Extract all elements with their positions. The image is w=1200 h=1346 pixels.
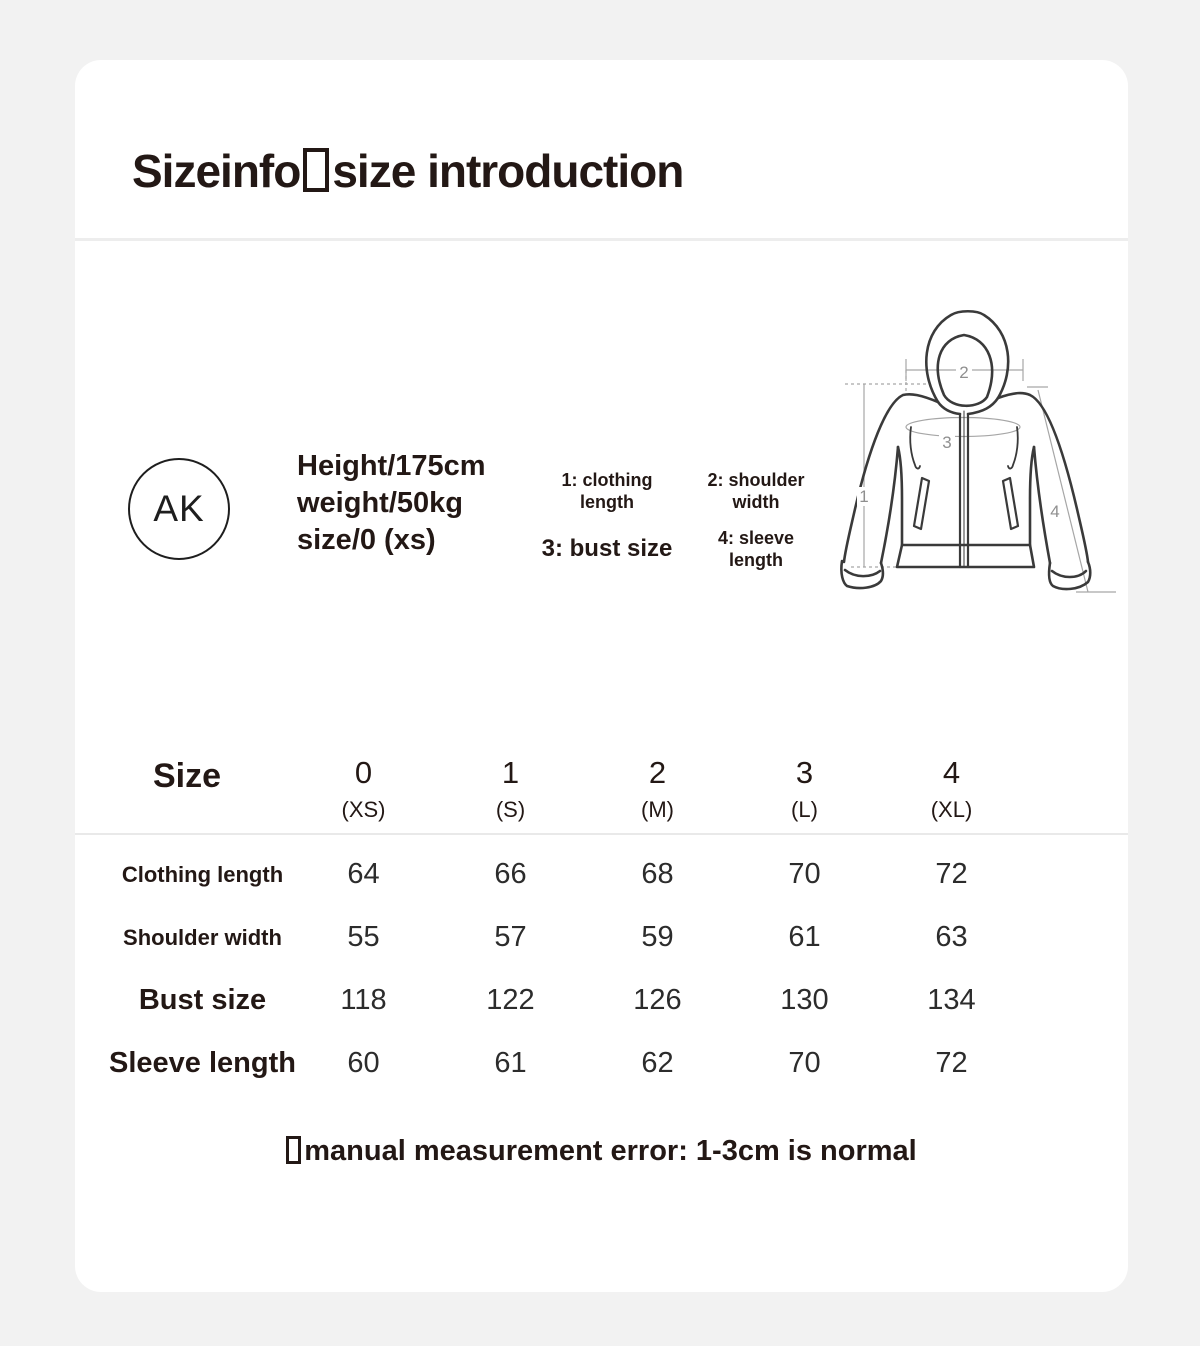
- cell-value: 60: [347, 1047, 380, 1079]
- pocket-right: [1003, 478, 1018, 529]
- right-cuff-seam: [1052, 571, 1086, 577]
- cell-value: 66: [494, 858, 527, 890]
- size-info-card: [75, 60, 1128, 1292]
- missing-glyph-box: [286, 1136, 301, 1164]
- annotation-1: 1: [859, 487, 869, 506]
- size-table-rows: [75, 843, 1128, 1095]
- cell-value: 62: [641, 1047, 674, 1079]
- column-header-l: 3 (L): [791, 755, 818, 822]
- legend-sleeve-length: 4: sleeve length: [717, 528, 795, 570]
- cell-value: 134: [927, 984, 976, 1016]
- column-header-m: 2 (M): [641, 755, 674, 822]
- annotation-4: 4: [1050, 502, 1060, 521]
- card-body: [75, 241, 1128, 1292]
- hem-band: [897, 545, 1034, 567]
- cell-value: 70: [788, 1047, 821, 1079]
- size-table-header: [75, 755, 1128, 833]
- table-row-shoulder-width: Shoulder width 55 57 59 61 63: [75, 906, 1128, 969]
- cell-value: 72: [935, 858, 968, 890]
- cell-value: 57: [494, 921, 527, 953]
- model-size: size/0 (xs): [297, 524, 436, 556]
- size-table: [75, 755, 1128, 1095]
- measurement-lines: [845, 359, 1116, 592]
- jacket-diagram: [831, 299, 1121, 621]
- cell-value: 61: [788, 921, 821, 953]
- jacket-illustration: [831, 299, 1121, 621]
- legend-shoulder-width: 2: shoulder width: [707, 470, 805, 512]
- page-title-suffix: size introduction: [332, 145, 684, 197]
- missing-glyph-box: [303, 148, 329, 192]
- cell-value: 70: [788, 858, 821, 890]
- pocket-left: [914, 478, 929, 529]
- page-title: [132, 144, 683, 198]
- cell-value: 63: [935, 921, 968, 953]
- column-header-xl: 4 (XL): [930, 755, 973, 822]
- size-header-label: Size: [153, 757, 222, 795]
- table-row-sleeve-length: Sleeve length 60 61 62 70 72: [75, 1032, 1128, 1095]
- annotation-3: 3: [942, 433, 952, 452]
- brand-badge-label: AK: [153, 488, 205, 529]
- page-title-prefix: Sizeinfo: [132, 145, 301, 197]
- column-header-xs: 0 (XS): [341, 755, 386, 822]
- cell-value: 59: [641, 921, 674, 953]
- column-header-s: 1 (S): [495, 755, 526, 822]
- cell-value: 130: [780, 984, 829, 1016]
- table-row-bust-size: Bust size 118 122 126 130 134: [75, 969, 1128, 1032]
- table-divider: [75, 833, 1128, 835]
- body-left: [898, 447, 902, 545]
- cell-value: 126: [633, 984, 682, 1016]
- brand-badge: [128, 458, 230, 560]
- cell-value: 118: [340, 984, 387, 1016]
- model-weight: weight/50kg: [297, 487, 463, 519]
- cell-value: 68: [641, 858, 674, 890]
- left-cuff-seam: [845, 570, 880, 576]
- drawstring-right: [1008, 427, 1018, 469]
- measurement-ellipse-bust: [906, 418, 1020, 437]
- left-sleeve-inner: [881, 447, 898, 563]
- table-row-clothing-length: Clothing length 64 66 68 70 72: [75, 843, 1128, 906]
- cell-value: 122: [486, 984, 535, 1016]
- annotation-2: 2: [959, 363, 969, 382]
- measurement-note: [75, 1135, 1128, 1168]
- cell-value: 64: [347, 858, 380, 890]
- model-info: [297, 448, 486, 559]
- card-header: [75, 60, 1128, 238]
- legend-bust-size: 3: bust size: [541, 535, 673, 562]
- cell-value: 55: [347, 921, 380, 953]
- measurement-line-sleeve-length: [1038, 390, 1088, 592]
- cell-value: 61: [494, 1047, 527, 1079]
- model-height: Height/175cm: [297, 450, 486, 482]
- measurement-note-text: manual measurement error: 1-3cm is normal: [304, 1135, 917, 1167]
- body-right: [1030, 447, 1034, 545]
- cell-value: 72: [935, 1047, 968, 1079]
- legend-clothing-length: 1: clothing length: [561, 470, 653, 512]
